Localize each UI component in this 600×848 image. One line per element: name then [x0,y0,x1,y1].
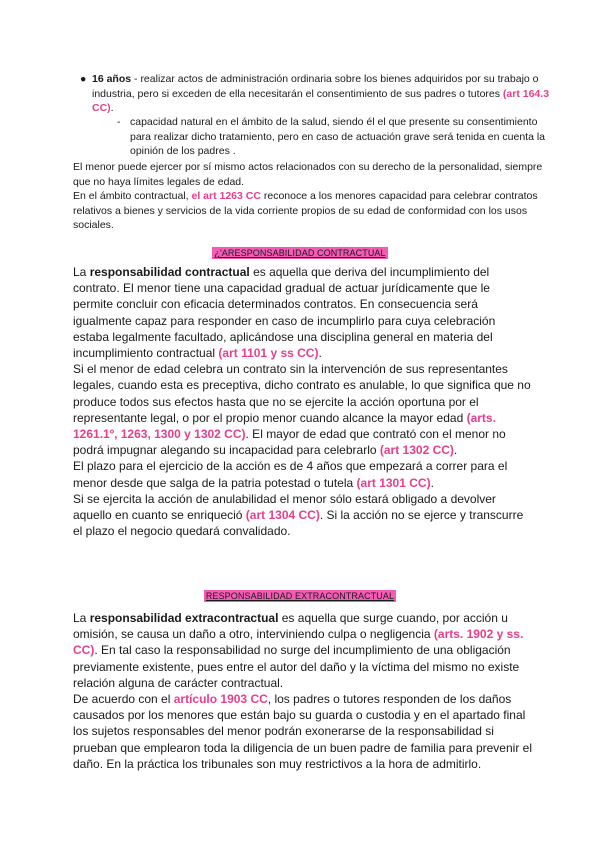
paragraph-personality-text: El menor puede ejercer por sí mismo actos relacionados con su derecho de la personalidad, siempre que no haya límites legales de edad. [73,161,543,188]
contractual-paragraph-2: Si el menor de edad celebra un contrato sin la intervención de sus representantes legales, cuando esta es preceptiva, dicho contrato es anulable, lo que significa que no produce todos sus efectos hasta que no se ejercite la acción oportuna por el representante legal, o por el propio menor cuando alcance la mayor edad (arts. 1261.1º, 1263, 1300 y 1302 CC). El mayor de edad que contrató con el menor no podrá impugnar alegando su incapacidad para celebrarlo (art 1302 CC). [73,362,531,458]
contractual-paragraph-4: Si se ejercita la acción de anulabilidad el menor sólo estará obligado a devolver aquello en cuanto se enriqueció (art 1304 CC). Si la acción no se ejerce y transcurre el plazo el negocio quedará convalidado. [73,491,524,539]
bullet-end: . [110,102,114,114]
extra-paragraph-2: De acuerdo con el artículo 1903 CC, los padres o tutores responden de los daños causados por los menores que están bajo su guarda o custodia y en el apartado final los sujetos responsables del menor podrán exonerarse de la responsabilidad si prueban que emplearon toda la diligencia de un buen padre de familia para prevenir el daño. En la práctica los tribunales son muy restrictivos a la hora de admitirlo. [73,692,532,771]
heading-extracontractual-text: RESPONSABILIDAD EXTRACONTRACTUAL [205,591,395,601]
contractual-paragraph-3: El plazo para el ejercicio de la acción es de 4 años que empezará a correr para el menor desde que salga de la patria potestad o tutela (art 1301 CC). [73,459,508,490]
heading-extracontractual [0,591,600,601]
bullet-text: - realizar actos de administración ordinaria sobre los bienes adquiridos por su trabajo o industria, pero si exceden de ella necesitarán el consentimiento de sus padres o tutores [92,73,539,100]
para2-before: En el ámbito contractual, [73,190,192,202]
section-contractual [73,264,533,539]
bullet-icon: ● [80,73,87,85]
bullet-ref: (art 164.3 CC) [92,87,550,114]
extra-paragraph-1: La responsabilidad extracontractual es aquella que surge cuando, por acción u omisión, se causa un daño a otro, interviniendo culpa o negligencia (arts. 1902 y ss. CC). En tal caso la responsabilidad no surge del incumplimiento de una obligación previamente existente, pues entre el autor del daño y la víctima del mismo no existe relación alguna de carácter contractual. [73,611,524,690]
paragraph-personality [73,160,553,189]
heading-contractual [0,248,600,258]
dash-icon: - [117,116,121,128]
para2-after: reconoce a los menores capacidad para celebrar contratos relativos a bienes y servicios de la vida corriente propios de su edad de conformidad con los usos sociales. [73,190,538,231]
sub-item-health [117,115,550,159]
paragraph-contractual-scope [73,189,553,233]
heading-contractual-text: ¿'ARESPONSABILIDAD CONTRACTUAL [214,248,386,258]
para2-ref: el art 1263 CC [191,190,261,202]
bullet-item-16-years [80,72,560,116]
section-extracontractual [73,610,533,772]
bullet-bold: 16 años [92,73,132,85]
contractual-paragraph-1: La responsabilidad contractual es aquella que deriva del incumplimiento del contrato. El menor tiene una capacidad gradual de actuar jurídicamente que le permite concluir con eficacia determinados contratos. En consecuencia será igualmente capaz para responder en caso de incumplirlo para cuya celebración estaba legalmente facultado, aplicándose una disciplina general en materia del incumplimiento contractual (art 1101 y ss CC). [73,265,496,361]
sub-item-text: capacidad natural en el ámbito de la salud, siendo él el que presente su consentimiento para realizar dicho tratamiento, pero en caso de actuación grave será tenida en cuenta la opinión de los padres . [130,116,546,157]
